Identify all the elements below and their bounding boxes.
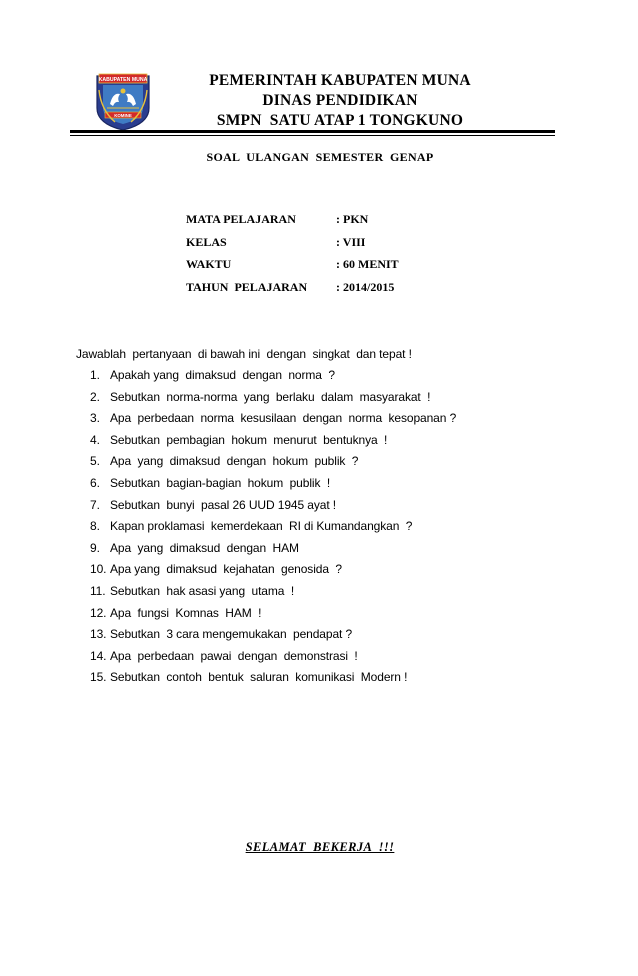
question-text: Sebutkan pembagian hokum menurut bentuknya ! [110,432,388,447]
exam-info-table [186,212,399,302]
info-row-class [186,235,399,258]
info-row-time [186,257,399,280]
question-item [90,603,456,625]
logo-top-text: KABUPATEN MUNA [98,77,148,83]
info-row-academic-year [186,280,399,303]
question-number: 13. [90,627,107,642]
question-item [90,365,456,387]
question-number: 1. [90,368,100,382]
question-item [90,430,456,452]
question-text: Sebutkan 3 cara mengemukakan pendapat ? [110,627,353,642]
question-number: 15. [90,670,107,685]
question-text: Sebutkan contoh bentuk saluran komunikasi Modern ! [110,670,408,685]
kabupaten-muna-emblem-icon [93,70,153,132]
question-item [90,667,456,689]
question-item [90,387,456,409]
question-number: 7. [90,497,100,512]
info-value: : 60 MENIT [336,257,399,271]
question-item [90,581,456,603]
question-text: Apa fungsi Komnas HAM ! [110,605,262,620]
info-value: : PKN [336,212,369,226]
question-number: 12. [90,605,107,620]
question-item [90,473,456,495]
question-text: Sebutkan bagian-bagian hokum publik ! [110,475,331,490]
info-label: KELAS [186,234,227,249]
question-text: Apa yang dimaksud kejahatan genosida ? [110,562,342,577]
letterhead-government: PEMERINTAH KABUPATEN MUNA [209,72,471,89]
question-item [90,495,456,517]
question-item [90,408,456,430]
question-number: 14. [90,648,107,663]
letterhead-department: DINAS PENDIDIKAN [262,92,418,109]
question-number: 9. [90,540,100,555]
question-text: Sebutkan hak asasi yang utama ! [110,583,295,598]
logo-bottom-text: KOMINE [114,112,132,118]
question-item [90,538,456,560]
info-label: WAKTU [186,257,232,271]
question-item [90,624,456,646]
question-number: 4. [90,432,100,447]
letterhead-school: SMPN SATU ATAP 1 TONGKUNO [216,112,464,129]
info-row-subject [186,212,399,235]
question-text: Apa perbedaan pawai dengan demonstrasi ! [110,648,358,663]
question-number: 5. [90,454,100,469]
question-text: Apa perbedaan norma kesusilaan dengan norma kesopanan ? [110,411,457,426]
question-number: 2. [90,389,100,404]
info-value: : 2014/2015 [336,279,395,294]
question-number: 8. [90,519,100,534]
question-item [90,559,456,581]
exam-title: SOAL ULANGAN SEMESTER GENAP [206,150,434,164]
question-number: 6. [90,475,100,490]
question-item [90,516,456,538]
question-list [90,365,456,689]
question-text: Apa yang dimaksud dengan hokum publik ? [110,454,359,469]
instruction-text: Jawablah pertanyaan di bawah ini dengan singkat dan tepat ! [76,347,412,361]
question-item [90,646,456,668]
question-text: Apa yang dimaksud dengan HAM [110,540,299,555]
question-item [90,451,456,473]
letterhead-rule-thin [70,135,555,136]
closing-text: SELAMAT BEKERJA !!! [245,840,395,854]
question-text: Kapan proklamasi kemerdekaan RI di Kumandangkan ? [110,519,413,534]
question-number: 10. [90,562,107,577]
info-label: TAHUN PELAJARAN [186,279,308,294]
question-text: Sebutkan norma-norma yang berlaku dalam masyarakat ! [110,389,431,404]
info-value: : VIII [336,234,366,249]
question-text: Sebutkan bunyi pasal 26 UUD 1945 ayat ! [110,497,337,512]
question-number: 11. [90,583,106,598]
letterhead-rule-thick [70,130,555,133]
question-text: Apakah yang dimaksud dengan norma ? [110,368,335,382]
info-label: MATA PELAJARAN [186,212,296,226]
question-number: 3. [90,411,100,426]
